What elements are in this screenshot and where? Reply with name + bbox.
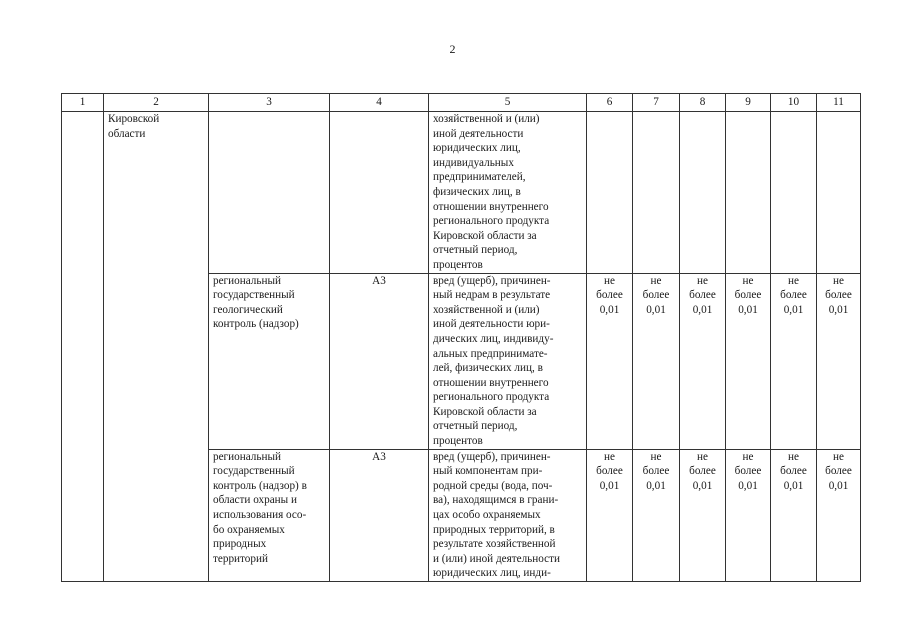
column-header: 4 [330, 94, 429, 112]
value-cell: не более 0,01 [633, 449, 680, 581]
table-header-row [62, 94, 861, 112]
value-cell [817, 112, 861, 274]
column-header: 9 [726, 94, 771, 112]
column-header: 6 [587, 94, 633, 112]
value-cell: не более 0,01 [817, 273, 861, 449]
value-cell: не более 0,01 [726, 449, 771, 581]
column-header: 3 [209, 94, 330, 112]
control-type-cell [209, 112, 330, 274]
indicator-code-cell [330, 112, 429, 274]
column-header: 11 [817, 94, 861, 112]
column-header: 5 [429, 94, 587, 112]
value-cell: не более 0,01 [771, 449, 817, 581]
region-cell: Кировской области [104, 112, 209, 582]
value-cell: не более 0,01 [587, 273, 633, 449]
column-header: 1 [62, 94, 104, 112]
column-header: 7 [633, 94, 680, 112]
page-number: 2 [449, 42, 456, 56]
indicator-code-cell: А3 [330, 449, 429, 581]
column-header: 10 [771, 94, 817, 112]
value-cell: не более 0,01 [817, 449, 861, 581]
indicator-description-cell: вред (ущерб), причинен- ный недрам в результате хозяйственной и (или) иной деятельности юри- дических лиц, индивиду- альных предпринимате- лей, физических лиц, в отношении внутреннего регионального продукта Кировской области за отчетный период, процентов [429, 273, 587, 449]
control-type-cell: региональный государственный контроль (надзор) в области охраны и использования осо- бо охраняемых природных территорий [209, 449, 330, 581]
column-header: 8 [680, 94, 726, 112]
value-cell: не более 0,01 [587, 449, 633, 581]
indicator-code-cell: А3 [330, 273, 429, 449]
value-cell: не более 0,01 [680, 449, 726, 581]
value-cell: не более 0,01 [680, 273, 726, 449]
row-number-cell [62, 112, 104, 582]
value-cell [680, 112, 726, 274]
table-row [62, 112, 861, 274]
indicators-table [61, 93, 861, 582]
value-cell [633, 112, 680, 274]
value-cell: не более 0,01 [726, 273, 771, 449]
value-cell: не более 0,01 [771, 273, 817, 449]
value-cell: не более 0,01 [633, 273, 680, 449]
indicator-description-cell: вред (ущерб), причинен- ный компонентам при- родной среды (вода, поч- ва), находящимся в грани- цах особо охраняемых природных территорий, в результате хозяйственной и (или) иной деятельности юридических лиц, инди- [429, 449, 587, 581]
value-cell [587, 112, 633, 274]
value-cell [771, 112, 817, 274]
value-cell [726, 112, 771, 274]
column-header: 2 [104, 94, 209, 112]
indicator-description-cell: хозяйственной и (или) иной деятельности юридических лиц, индивидуальных предпринимателей, физических лиц, в отношении внутреннего регионального продукта Кировской области за отчетный период, процентов [429, 112, 587, 274]
control-type-cell: региональный государственный геологический контроль (надзор) [209, 273, 330, 449]
